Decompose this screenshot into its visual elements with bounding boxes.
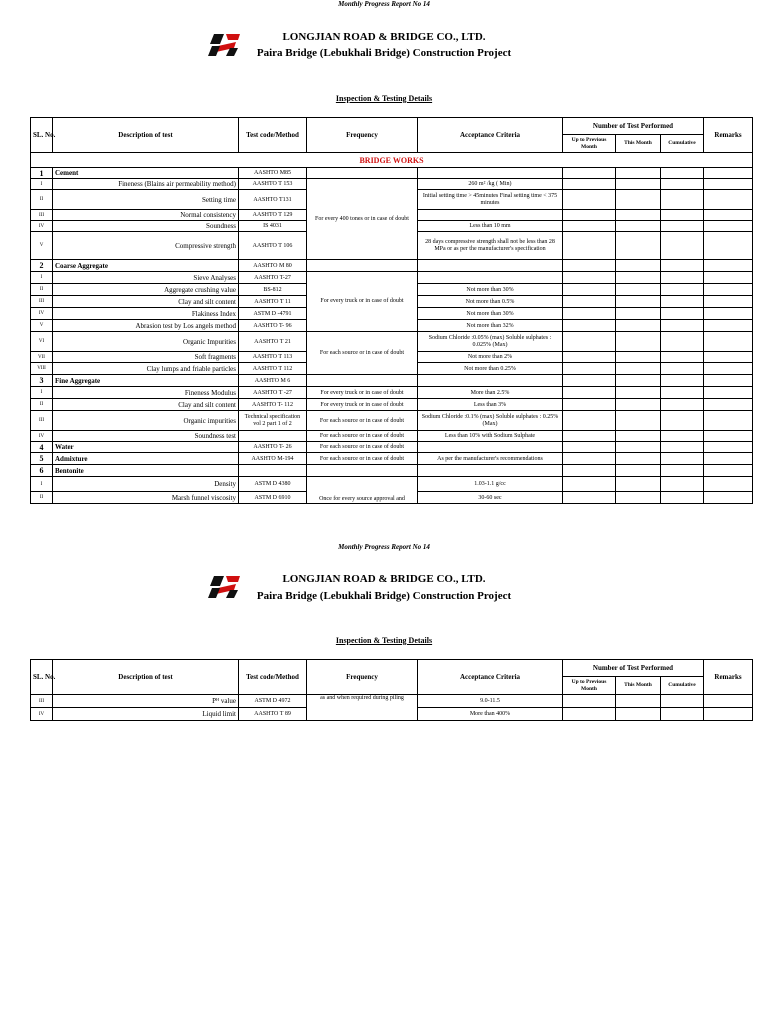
freq-cement: For every 400 tones or in case of doubt <box>307 179 418 260</box>
col-code: Test code/Method <box>239 660 307 695</box>
table-row: III Pᴴ value ASTM D 4972 as and when required during piling 9.0-11.5 <box>31 695 753 708</box>
project-name: Paira Bridge (Lebukhali Bridge) Construction Project <box>256 47 512 59</box>
company-name: LONGJIAN ROAD & BRIDGE CO., LTD. <box>282 31 486 43</box>
col-accept: Acceptance Criteria <box>418 660 563 695</box>
col-tests: Number of Test Performed <box>563 118 704 135</box>
company-name: LONGJIAN ROAD & BRIDGE CO., LTD. <box>282 573 486 585</box>
col-prev: Up to Previous Month <box>563 135 616 153</box>
table-row: VI Organic Impurities AASHTO T 21 For each source or in case of doubt Sodium Chloride :0.05% (max) Soluble sulphates : 0.025% (Max) <box>31 332 753 352</box>
table-row: VII Soft fragments AASHTO T 113 Not more than 2% <box>31 352 753 363</box>
table-row: IV Soundness IS 4031 Less than 10 mm <box>31 221 753 232</box>
freq-coarse: For every truck or in case of doubt <box>307 272 418 332</box>
col-this: This Month <box>616 135 661 153</box>
col-desc: Description of test <box>53 118 239 153</box>
col-remarks: Remarks <box>704 660 753 695</box>
bridge-works-heading: BRIDGE WORKS <box>31 153 753 168</box>
table-row: II Marsh funnel viscosity ASTM D 6910 30-60 sec <box>31 492 753 504</box>
table-row: I Fineness Modulus AASHTO T -27 For every truck or in case of doubt More than 2.5% <box>31 387 753 399</box>
inspection-table <box>30 117 753 504</box>
table-row: IV Liquid limit AASHTO T 89 More than 400% <box>31 708 753 721</box>
freq-bentonite: Once for every source approval and <box>307 477 418 504</box>
table-row: 1 Cement AASHTO M85 <box>31 168 753 179</box>
table-row: II Clay and silt content AASHTO T- 112 For every truck or in case of doubt Less than 3% <box>31 399 753 411</box>
table-row: VIII Clay lumps and friable particles AASHTO T 112 Not more than 0.25% <box>31 363 753 375</box>
report-number: Monthly Progress Report No 14 <box>338 543 430 551</box>
col-desc: Description of test <box>53 660 239 695</box>
section-title: Inspection & Testing Details <box>335 636 433 645</box>
col-sl: SL. No. <box>31 660 53 695</box>
col-code: Test code/Method <box>239 118 307 153</box>
table-row: II Aggregate crushing value BS-812 Not more than 30% <box>31 284 753 296</box>
col-this: This Month <box>616 677 661 695</box>
table-row: II Setting time AASHTO T131 Initial setting time > 45minutes Final setting time < 375 minutes <box>31 190 753 210</box>
freq-coarse-source: For each source or in case of doubt <box>307 332 418 375</box>
table-row: 2 Coarse Aggregate AASHTO M 80 <box>31 260 753 272</box>
table-row: IV Flakiness Index ASTM D -4791 Not more than 30% <box>31 308 753 320</box>
table-row: I Fineness (Blains air permeability method) AASHTO T 153 For every 400 tones or in case of doubt 260 m² /kg ( Min) <box>31 179 753 190</box>
col-prev: Up to Previous Month <box>563 677 616 695</box>
col-cum: Cumulative <box>661 677 704 695</box>
table-row: 4 Water AASHTO T- 26 For each source or in case of doubt <box>31 442 753 453</box>
table-row: III Organic impurities Technical specification vol 2 part 1 of 2 For each source or in case of doubt Sodium Chloride :0.1% (max) Soluble sulphates : 0.25% (Max) <box>31 411 753 431</box>
report-number: Monthly Progress Report No 14 <box>338 0 430 8</box>
col-freq: Frequency <box>307 118 418 153</box>
table-row: 5 Admixture AASHTO M-194 For each source or in case of doubt As per the manufacturer's recommendations <box>31 453 753 465</box>
table-row: 3 Fine Aggregate AASHTO M 6 <box>31 375 753 387</box>
col-freq: Frequency <box>307 660 418 695</box>
section-title: Inspection & Testing Details <box>335 94 433 103</box>
col-remarks: Remarks <box>704 118 753 153</box>
table-row: III Normal consistency AASHTO T 129 <box>31 210 753 221</box>
table-row: I Density ASTM D 4380 Once for every source approval and 1.03-1.1 g/cc <box>31 477 753 492</box>
table-row: 6 Bentonite <box>31 465 753 477</box>
project-name: Paira Bridge (Lebukhali Bridge) Construction Project <box>256 590 512 602</box>
table-row: V Abrasion test by Los angels method AASHTO T- 96 Not more than 32% <box>31 320 753 332</box>
col-accept: Acceptance Criteria <box>418 118 563 153</box>
col-cum: Cumulative <box>661 135 704 153</box>
table-row: IV Soundness test For each source or in case of doubt Less than 10% with Sodium Sulphate <box>31 431 753 442</box>
table-row: I Sieve Analyses AASHTO T-27 For every truck or in case of doubt <box>31 272 753 284</box>
col-tests: Number of Test Performed <box>563 660 704 677</box>
table-row: V Compressive strength AASHTO T 106 28 days compressive strength shall not be less than 28 MPa or as per the manufacturer's specification <box>31 232 753 260</box>
inspection-table <box>30 659 753 721</box>
col-sl: SL. No. <box>31 118 53 153</box>
table-row: III Clay and silt content AASHTO T 11 Not more than 0.5% <box>31 296 753 308</box>
